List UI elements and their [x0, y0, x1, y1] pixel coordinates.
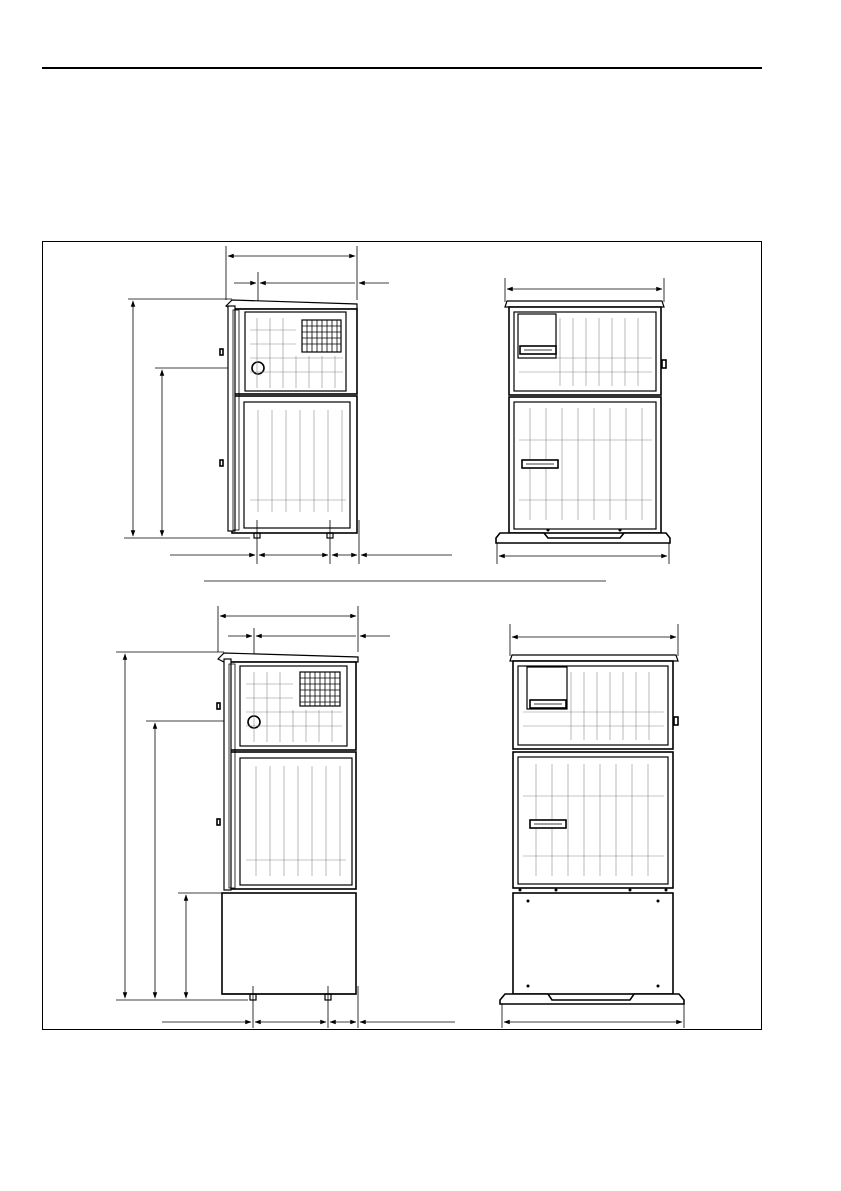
cabinet-two-module-front-view — [496, 278, 670, 564]
cabinet-with-plinth-front-view — [500, 624, 684, 1028]
cabinet-two-module-side-view — [124, 246, 452, 564]
cabinet-with-plinth-side-view — [116, 606, 455, 1028]
